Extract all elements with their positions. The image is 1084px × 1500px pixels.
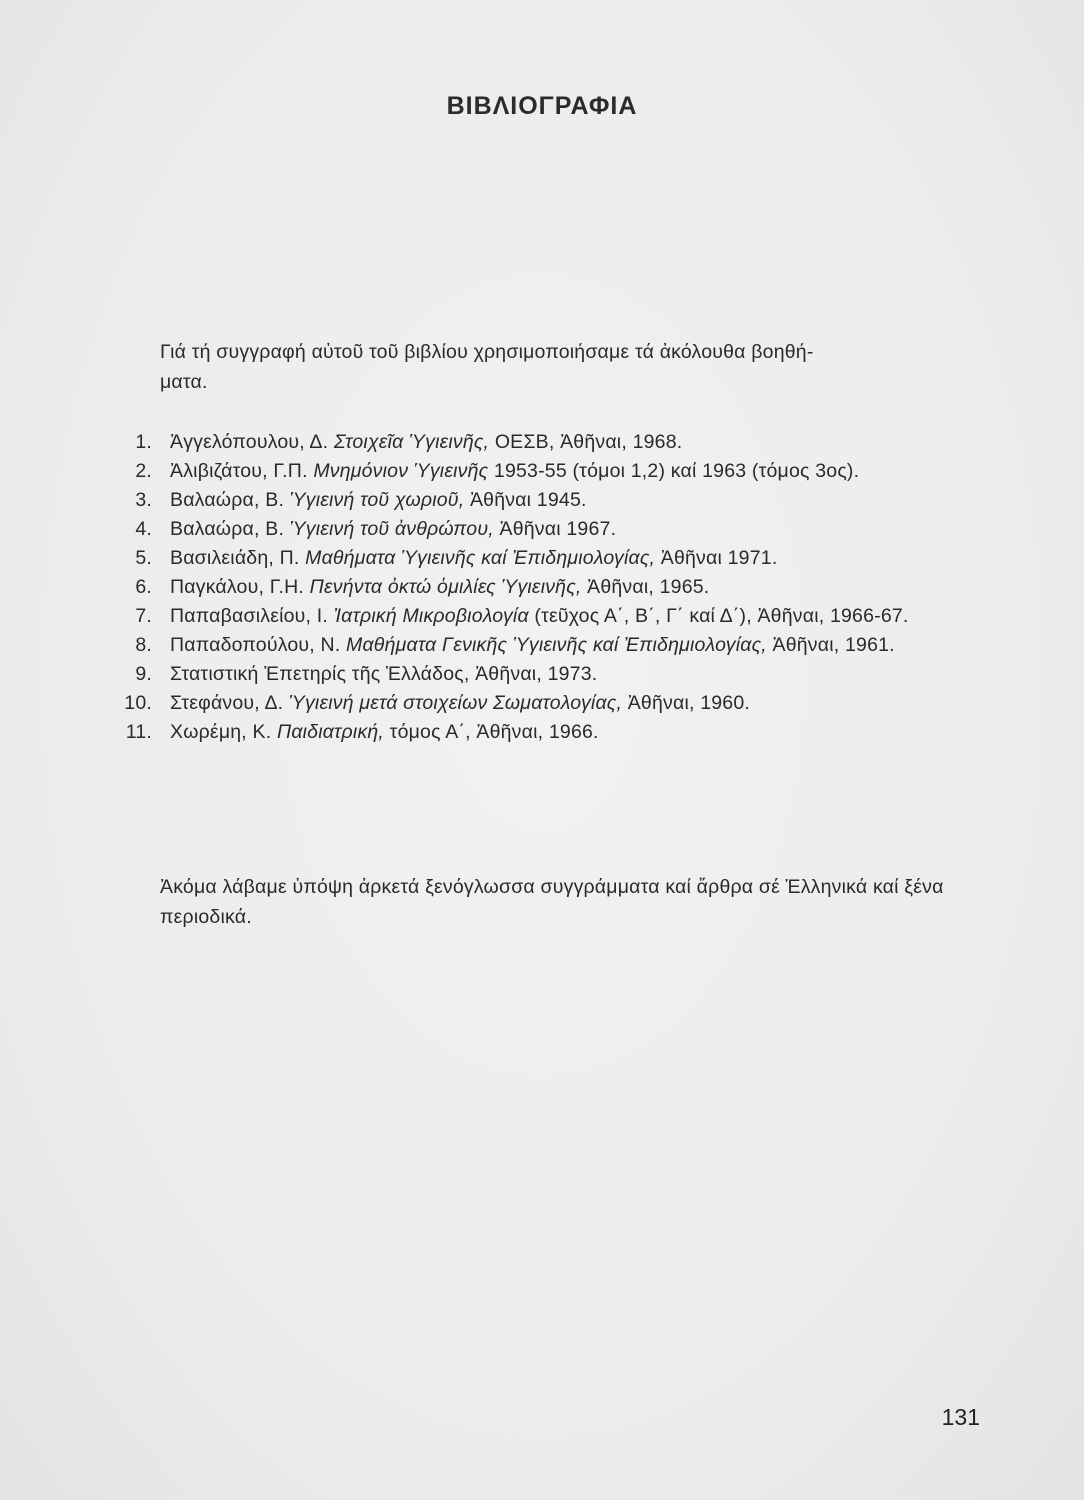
entry-author: Βασιλειάδη, Π. (170, 547, 300, 569)
entry-details: Ἀθῆναι 1971. (660, 547, 778, 569)
entry-work-title: Μαθήματα Ὑγιεινῆς καί Ἐπιδημιολογίας, (305, 547, 656, 569)
entry-work-title: Πενήντα ὀκτώ ὁμιλίες Ὑγιεινῆς, (309, 576, 582, 598)
page-title: ΒΙΒΛΙΟΓΡΑΦΙΑ (446, 92, 638, 120)
entry-author: Στεφάνου, Δ. (170, 692, 284, 714)
bibliography-entry (120, 428, 990, 457)
intro-line-2: ματα. (160, 371, 208, 393)
entry-details: 1953-55 (τόμοι 1,2) καί 1963 (τόμος 3ος). (493, 460, 860, 482)
entry-work-title: Ὑγιεινή τοῦ χωριοῦ, (289, 489, 465, 511)
bibliography-list (120, 428, 990, 747)
bibliography-entry (120, 689, 990, 718)
entry-details: (τεῦχος Α΄, Β΄, Γ΄ καί Δ΄), Ἀθῆναι, 1966-67. (534, 605, 909, 627)
entry-details: Ἀθῆναι, 1960. (627, 692, 751, 714)
entry-work-title: Μαθήματα Γενικῆς Ὑγιεινῆς καί Ἐπιδημιολογίας, (346, 634, 767, 656)
entry-author: Βαλαώρα, Β. (170, 518, 285, 540)
entry-author: Παπαδοπούλου, Ν. (170, 634, 341, 656)
entry-details: Ἀθῆναι 1967. (499, 518, 617, 540)
entry-details: Ἀθῆναι, 1961. (772, 634, 895, 656)
entry-number: 10. (124, 692, 152, 714)
entry-number: 8. (135, 634, 152, 656)
entry-author: Παπαβασιλείου, Ι. (170, 605, 329, 627)
entry-number: 4. (135, 518, 152, 540)
entry-work-title: Στοιχεῖα Ὑγιεινῆς, (333, 431, 490, 453)
entry-number: 7. (135, 605, 152, 627)
entry-author: Χωρέμη, Κ. (170, 721, 272, 743)
entry-author: Βαλαώρα, Β. (170, 489, 285, 511)
entry-work-title: Παιδιατρική, (276, 721, 385, 743)
bibliography-entry (120, 718, 990, 747)
entry-number: 6. (135, 576, 152, 598)
bibliography-entry (120, 660, 990, 689)
bibliography-entry (120, 631, 990, 660)
entry-number: 9. (135, 663, 152, 685)
entry-work-title: Ἰατρική Μικροβιολογία (333, 605, 529, 627)
entry-number: 1. (135, 431, 152, 453)
closing-paragraph: Ἀκόμα λάβαμε ὑπόψη ἀρκετά ξενόγλωσσα συγγράμματα καί ἄρθρα σέ Ἑλληνικά καί ξένα περιοδικά. (160, 876, 944, 928)
page-number: 131 (941, 1404, 980, 1430)
entry-details: ΟΕΣΒ, Ἀθῆναι, 1968. (494, 431, 683, 453)
intro-line-1: Γιά τή συγγραφή αὐτοῦ τοῦ βιβλίου χρησιμοποιήσαμε τά ἀκόλουθα βοηθή- (160, 341, 814, 363)
bibliography-entry (120, 457, 990, 486)
entry-author: Στατιστική Ἐπετηρίς τῆς Ἑλλάδος, (170, 663, 470, 685)
entry-work-title: Μνημόνιον Ὑγιεινῆς (313, 460, 489, 482)
entry-author: Ἀγγελόπουλου, Δ. (170, 431, 329, 453)
bibliography-entry (120, 602, 990, 631)
entry-details: Ἀθῆναι, 1965. (587, 576, 710, 598)
entry-number: 5. (135, 547, 152, 569)
entry-work-title: Ὑγιεινή μετά στοιχείων Σωματολογίας, (288, 692, 623, 714)
entry-number: 11. (125, 721, 152, 743)
entry-details: Ἀθῆναι, 1973. (475, 663, 598, 685)
entry-number: 3. (135, 489, 152, 511)
entry-number: 2. (135, 460, 152, 482)
bibliography-entry (120, 573, 990, 602)
intro-paragraph (160, 337, 980, 397)
entry-details: τόμος Α΄, Ἀθῆναι, 1966. (389, 721, 599, 743)
entry-details: Ἀθῆναι 1945. (469, 489, 587, 511)
bibliography-entry (120, 515, 990, 544)
entry-author: Παγκάλου, Γ.Η. (170, 576, 305, 598)
entry-author: Ἀλιβιζάτου, Γ.Π. (170, 460, 308, 482)
entry-work-title: Ὑγιεινή τοῦ ἀνθρώπου, (289, 518, 494, 540)
bibliography-entry (120, 544, 990, 573)
bibliography-entry (120, 486, 990, 515)
